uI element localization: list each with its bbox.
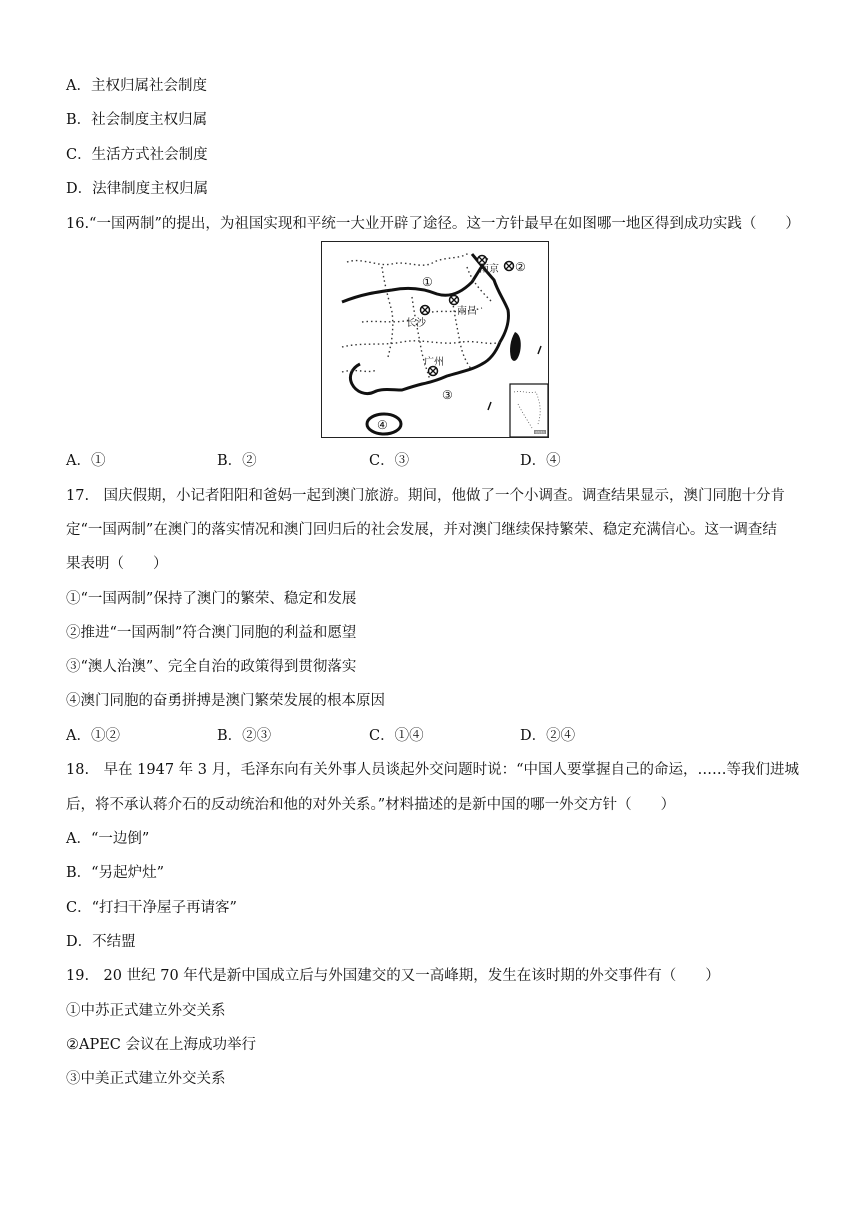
- q19-item-2: ②APEC 会议在上海成功举行: [66, 1037, 257, 1053]
- q17-stem-line2: 定“一国两制”在澳门的落实情况和澳门回归后的社会发展，并对澳门继续保持繁荣、稳定充满信心。这一调查结: [66, 522, 777, 538]
- q17-item-4: ④澳门同胞的奋勇拼搏是澳门繁荣发展的根本原因: [66, 693, 385, 709]
- map-label-guangzhou: 广州: [424, 357, 444, 368]
- q15-option-a: A．主权归属社会制度: [66, 78, 207, 94]
- q15-option-b: B．社会制度主权归属: [66, 112, 208, 128]
- map-inset-caption: 南海诸岛: [534, 431, 546, 434]
- q15-option-c: C．生活方式社会制度: [66, 147, 208, 163]
- q16-map: [321, 241, 549, 438]
- map-mark-3: ③: [442, 388, 453, 402]
- map-mark-1: ①: [422, 275, 433, 289]
- q16-option-b: B．②: [217, 453, 257, 469]
- q18-option-b: B．“另起炉灶”: [66, 865, 164, 881]
- q18-option-a: A．“一边倒”: [66, 831, 150, 847]
- q17-item-3: ③“澳人治澳”、完全自治的政策得到贯彻落实: [66, 659, 357, 675]
- q17-stem-line1: 17. 国庆假期，小记者阳阳和爸妈一起到澳门旅游。期间，他做了一个小调查。调查结果显示，澳门同胞十分肯: [66, 488, 786, 504]
- q17-option-c: C．①④: [369, 728, 424, 744]
- map-label-nanjing: 南京: [479, 264, 499, 275]
- q17-option-d: D．②④: [520, 728, 576, 744]
- q18-stem-line2: 后，将不承认蒋介石的反动统治和他的对外关系。”材料描述的是新中国的哪一外交方针（ ）: [66, 797, 676, 813]
- q18-option-d: D．不结盟: [66, 934, 136, 950]
- q18-option-c: C．“打扫干净屋子再请客”: [66, 900, 237, 916]
- map-mark-4: ④: [377, 418, 388, 432]
- q17-option-b: B．②③: [217, 728, 272, 744]
- q15-option-d: D．法律制度主权归属: [66, 181, 209, 197]
- q19-item-1: ①中苏正式建立外交关系: [66, 1003, 226, 1019]
- q17-option-a: A．①②: [66, 728, 120, 744]
- q18-stem-line1: 18. 早在 1947 年 3 月，毛泽东向有关外事人员谈起外交问题时说：“中国人要掌握自己的命运，……等我们进城: [66, 762, 800, 778]
- q16-option-c: C．③: [369, 453, 410, 469]
- q17-stem-line3: 果表明（ ）: [66, 556, 168, 572]
- map-label-changsha: 长沙: [406, 318, 426, 329]
- q19-stem: 19. 20 世纪 70 年代是新中国成立后与外国建交的又一高峰期，发生在该时期的外交事件有（ ）: [66, 968, 720, 984]
- q19-item-3: ③中美正式建立外交关系: [66, 1071, 226, 1087]
- q17-item-2: ②推进“一国两制”符合澳门同胞的利益和愿望: [66, 625, 357, 641]
- q16-option-d: D．④: [520, 453, 561, 469]
- map-mark-2: ②: [515, 260, 526, 274]
- map-label-nanchang: 南昌: [457, 306, 477, 317]
- q16-stem: 16.“一国两制”的提出，为祖国实现和平统一大业开辟了途径。这一方针最早在如图哪一地区得到成功实践（ ）: [66, 216, 800, 232]
- q17-item-1: ①“一国两制”保持了澳门的繁荣、稳定和发展: [66, 591, 357, 607]
- q16-option-a: A．①: [66, 453, 106, 469]
